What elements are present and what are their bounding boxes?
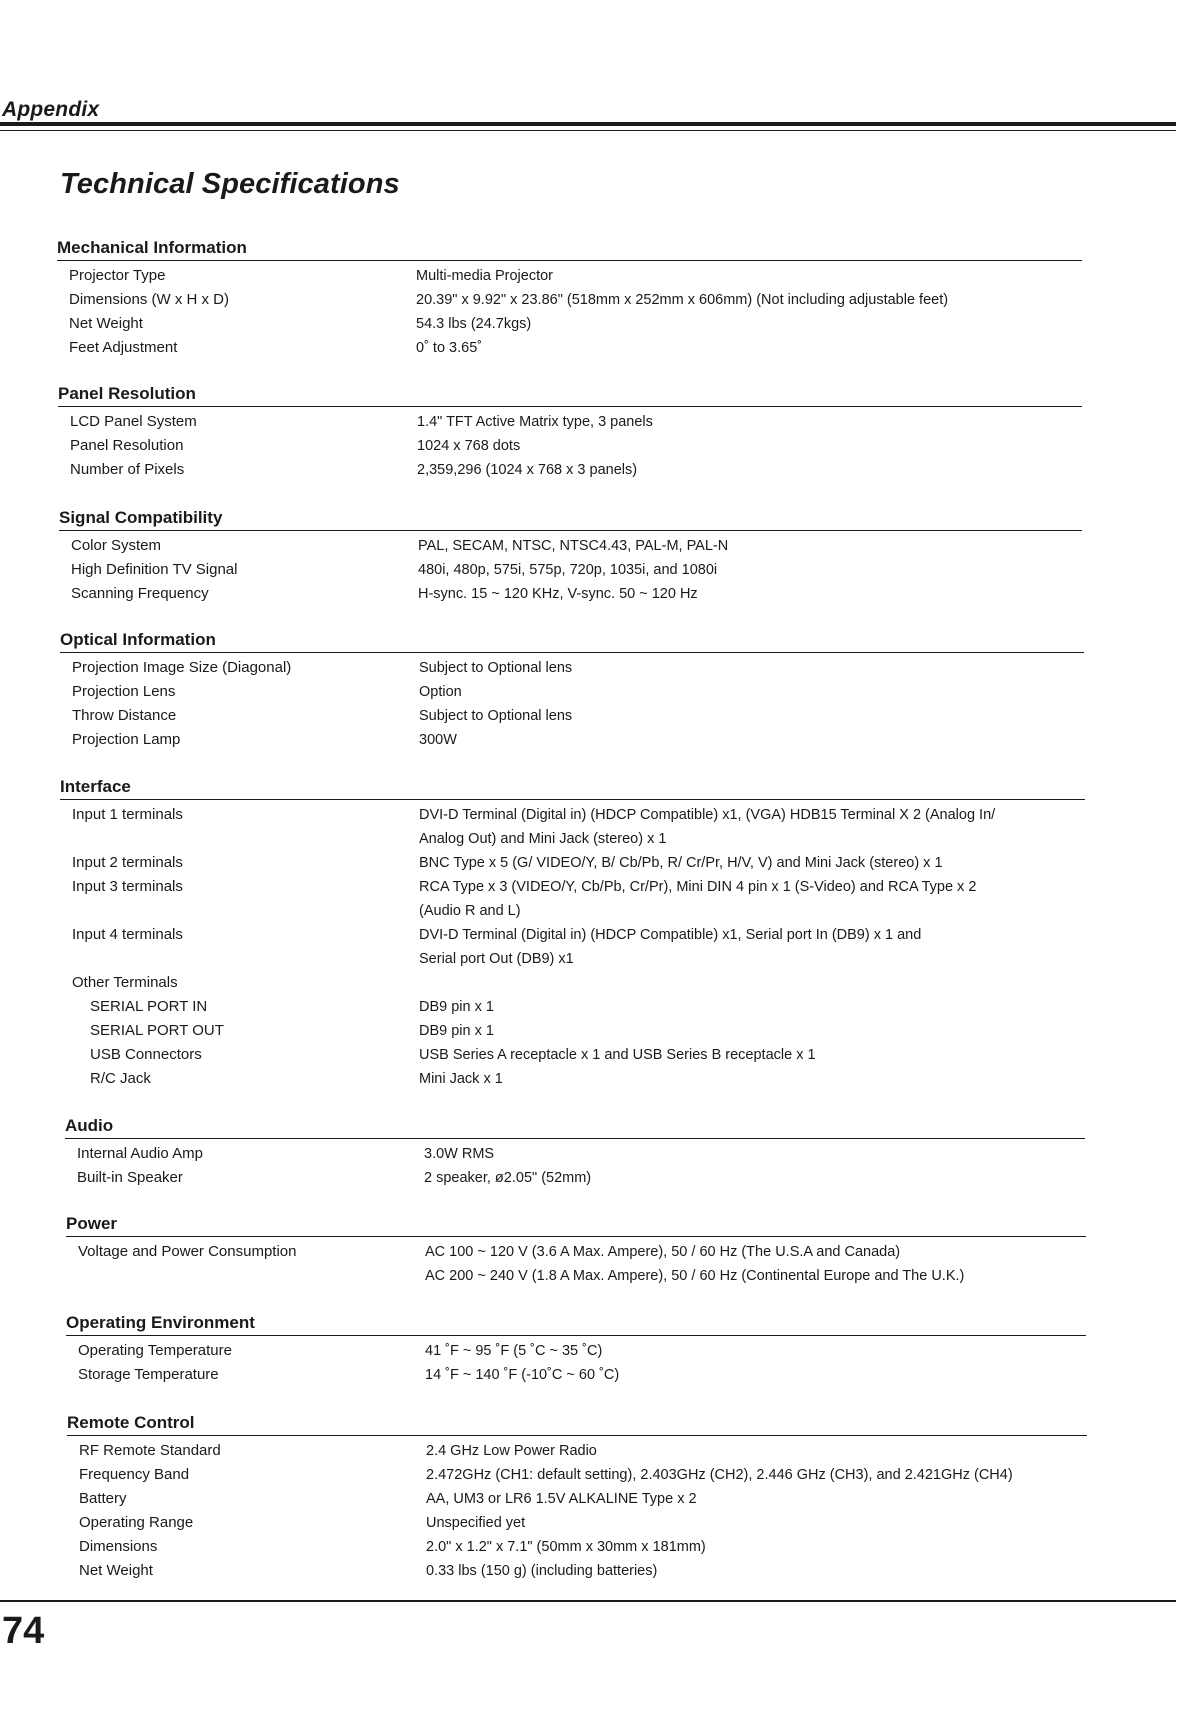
spec-label: Operating Range (79, 1514, 194, 1531)
spec-label: SERIAL PORT OUT (90, 1022, 224, 1039)
section-rule (66, 1335, 1086, 1336)
spec-row (67, 1439, 1087, 1463)
spec-label: LCD Panel System (70, 413, 197, 430)
spec-value: Serial port Out (DB9) x1 (419, 951, 574, 967)
section-title: Signal Compatibility (59, 508, 223, 527)
spec-value: DB9 pin x 1 (419, 999, 494, 1015)
section-rule (59, 530, 1082, 531)
spec-row (66, 1240, 1086, 1264)
spec-row (60, 995, 1085, 1019)
spec-row (60, 923, 1085, 947)
spec-row (59, 582, 1082, 606)
spec-row (67, 1535, 1087, 1559)
spec-value: 480i, 480p, 575i, 575p, 720p, 1035i, and 1080i (418, 562, 718, 578)
header-rule-thin (0, 130, 1176, 131)
spec-row (59, 534, 1082, 558)
spec-section (67, 1412, 1087, 1583)
spec-value (419, 971, 1085, 995)
spec-value: 41 ˚F ~ 95 ˚F (5 ˚C ~ 35 ˚C) (425, 1343, 603, 1359)
spec-row (57, 264, 1082, 288)
spec-label: Operating Temperature (78, 1342, 232, 1359)
spec-section (60, 629, 1084, 752)
spec-label: R/C Jack (90, 1070, 151, 1087)
footer-rule (0, 1600, 1176, 1602)
section-title: Operating Environment (66, 1313, 255, 1332)
spec-label (60, 947, 419, 971)
appendix-header: Appendix (2, 98, 100, 121)
spec-row (65, 1166, 1085, 1190)
spec-section (65, 1115, 1085, 1190)
spec-value: BNC Type x 5 (G/ VIDEO/Y, B/ Cb/Pb, R/ Cr/Pr, H/V, V) and Mini Jack (stereo) x 1 (419, 855, 943, 871)
spec-value: Subject to Optional lens (419, 708, 573, 724)
spec-value: 2.4 GHz Low Power Radio (426, 1443, 597, 1459)
spec-row (67, 1463, 1087, 1487)
spec-row (60, 656, 1084, 680)
section-rule (67, 1435, 1087, 1436)
spec-label (60, 899, 419, 923)
spec-section (59, 507, 1082, 606)
spec-value: Analog Out) and Mini Jack (stereo) x 1 (419, 831, 667, 847)
spec-value: AC 200 ~ 240 V (1.8 A Max. Ampere), 50 / 60 Hz (Continental Europe and The U.K.) (425, 1268, 965, 1284)
spec-label: Throw Distance (72, 707, 177, 724)
spec-row (60, 1019, 1085, 1043)
spec-value: H-sync. 15 ~ 120 KHz, V-sync. 50 ~ 120 Hz (418, 586, 698, 602)
spec-label: Input 2 terminals (72, 854, 183, 871)
spec-section (57, 237, 1082, 360)
spec-value: DVI-D Terminal (Digital in) (HDCP Compatible) x1, (VGA) HDB15 Terminal X 2 (Analog In/ (419, 807, 996, 823)
section-rule (60, 652, 1084, 653)
page-number: 74 (2, 1610, 45, 1652)
spec-label: USB Connectors (90, 1046, 202, 1063)
spec-label: Input 4 terminals (72, 926, 183, 943)
spec-label: Projection Lamp (72, 731, 181, 748)
spec-row (60, 704, 1084, 728)
spec-value: Multi-media Projector (416, 268, 553, 284)
spec-label (60, 827, 419, 851)
spec-value: 3.0W RMS (424, 1146, 495, 1162)
spec-value: DB9 pin x 1 (419, 1023, 494, 1039)
spec-label: Internal Audio Amp (77, 1145, 203, 1162)
section-title: Audio (65, 1116, 114, 1135)
spec-label: Input 3 terminals (72, 878, 183, 895)
spec-row (67, 1559, 1087, 1583)
spec-value: 0˚ to 3.65˚ (416, 340, 483, 356)
spec-label: Panel Resolution (70, 437, 184, 454)
spec-value: Option (419, 684, 462, 700)
spec-row (60, 728, 1084, 752)
spec-label: Battery (79, 1490, 127, 1507)
section-rule (58, 406, 1082, 407)
spec-label: Feet Adjustment (69, 339, 178, 356)
spec-row (57, 312, 1082, 336)
spec-row (60, 680, 1084, 704)
spec-section (58, 383, 1082, 482)
spec-row (57, 288, 1082, 312)
spec-label: Frequency Band (79, 1466, 190, 1483)
spec-value: 0.33 lbs (150 g) (including batteries) (426, 1563, 658, 1579)
spec-label: Net Weight (79, 1562, 153, 1579)
spec-row (60, 851, 1085, 875)
spec-label: Dimensions (79, 1538, 158, 1555)
spec-value: 2,359,296 (1024 x 768 x 3 panels) (417, 462, 638, 478)
spec-row (66, 1339, 1086, 1363)
spec-label: Built-in Speaker (77, 1169, 183, 1186)
spec-value: 1.4" TFT Active Matrix type, 3 panels (417, 414, 653, 430)
section-title: Power (66, 1214, 118, 1233)
section-title: Optical Information (60, 630, 216, 649)
spec-value: 300W (419, 732, 457, 748)
spec-value: Mini Jack x 1 (419, 1071, 503, 1087)
spec-label: Color System (71, 537, 162, 554)
spec-row (57, 336, 1082, 360)
spec-label: Scanning Frequency (71, 585, 209, 602)
spec-row (65, 1142, 1085, 1166)
spec-label: High Definition TV Signal (71, 561, 238, 578)
spec-label: Storage Temperature (78, 1366, 219, 1383)
spec-row (58, 434, 1082, 458)
spec-value: 2 speaker, ø2.05" (52mm) (424, 1170, 592, 1186)
spec-row (59, 558, 1082, 582)
spec-section (66, 1312, 1086, 1387)
spec-label: Net Weight (69, 315, 143, 332)
spec-label: Input 1 terminals (72, 806, 183, 823)
spec-label: Projection Image Size (Diagonal) (72, 659, 292, 676)
spec-row (66, 1264, 1086, 1288)
spec-value: 1024 x 768 dots (417, 438, 521, 454)
spec-value: 14 ˚F ~ 140 ˚F (-10˚C ~ 60 ˚C) (425, 1367, 620, 1383)
spec-value: 54.3 lbs (24.7kgs) (416, 316, 532, 332)
section-rule (57, 260, 1082, 261)
section-rule (65, 1138, 1085, 1139)
spec-value: 2.472GHz (CH1: default setting), 2.403GHz (CH2), 2.446 GHz (CH3), and 2.421GHz (CH4) (426, 1467, 1013, 1483)
spec-row (60, 875, 1085, 899)
spec-value: (Audio R and L) (419, 903, 521, 919)
header-rule (0, 122, 1176, 126)
section-title: Remote Control (67, 1413, 195, 1432)
spec-label: SERIAL PORT IN (90, 998, 208, 1015)
section-title: Interface (60, 777, 131, 796)
spec-row (58, 410, 1082, 434)
spec-row (58, 458, 1082, 482)
spec-row (67, 1511, 1087, 1535)
spec-row (66, 1363, 1086, 1387)
page-title: Technical Specifications (60, 168, 400, 200)
spec-label: Projection Lens (72, 683, 176, 700)
spec-value: AA, UM3 or LR6 1.5V ALKALINE Type x 2 (426, 1491, 697, 1507)
spec-value: Unspecified yet (426, 1515, 526, 1531)
spec-label: Dimensions (W x H x D) (69, 291, 230, 308)
spec-row (60, 899, 1085, 923)
spec-value: AC 100 ~ 120 V (3.6 A Max. Ampere), 50 / 60 Hz (The U.S.A and Canada) (425, 1244, 901, 1260)
spec-row (67, 1487, 1087, 1511)
spec-value: 2.0" x 1.2" x 7.1" (50mm x 30mm x 181mm) (426, 1539, 706, 1555)
spec-value: DVI-D Terminal (Digital in) (HDCP Compatible) x1, Serial port In (DB9) x 1 and (419, 927, 922, 943)
section-title: Mechanical Information (57, 238, 247, 257)
spec-section (66, 1213, 1086, 1288)
spec-row (60, 827, 1085, 851)
spec-label: Number of Pixels (70, 461, 185, 478)
section-title: Panel Resolution (58, 384, 196, 403)
spec-row (60, 803, 1085, 827)
spec-value: RCA Type x 3 (VIDEO/Y, Cb/Pb, Cr/Pr), Mini DIN 4 pin x 1 (S-Video) and RCA Type x 2 (419, 879, 977, 895)
spec-label: Voltage and Power Consumption (78, 1243, 297, 1260)
spec-label: RF Remote Standard (79, 1442, 221, 1459)
spec-row (60, 1043, 1085, 1067)
spec-row (60, 1067, 1085, 1091)
spec-value: PAL, SECAM, NTSC, NTSC4.43, PAL-M, PAL-N (418, 538, 729, 554)
spec-row (60, 971, 1085, 995)
spec-label: Other Terminals (72, 974, 178, 991)
spec-value: USB Series A receptacle x 1 and USB Series B receptacle x 1 (419, 1047, 816, 1063)
spec-value: 20.39" x 9.92" x 23.86" (518mm x 252mm x 606mm) (Not including adjustable feet) (416, 292, 949, 308)
section-rule (66, 1236, 1086, 1237)
spec-row (60, 947, 1085, 971)
spec-section (60, 776, 1085, 1091)
spec-label: Projector Type (69, 267, 166, 284)
spec-label (66, 1264, 425, 1288)
section-rule (60, 799, 1085, 800)
spec-value: Subject to Optional lens (419, 660, 573, 676)
